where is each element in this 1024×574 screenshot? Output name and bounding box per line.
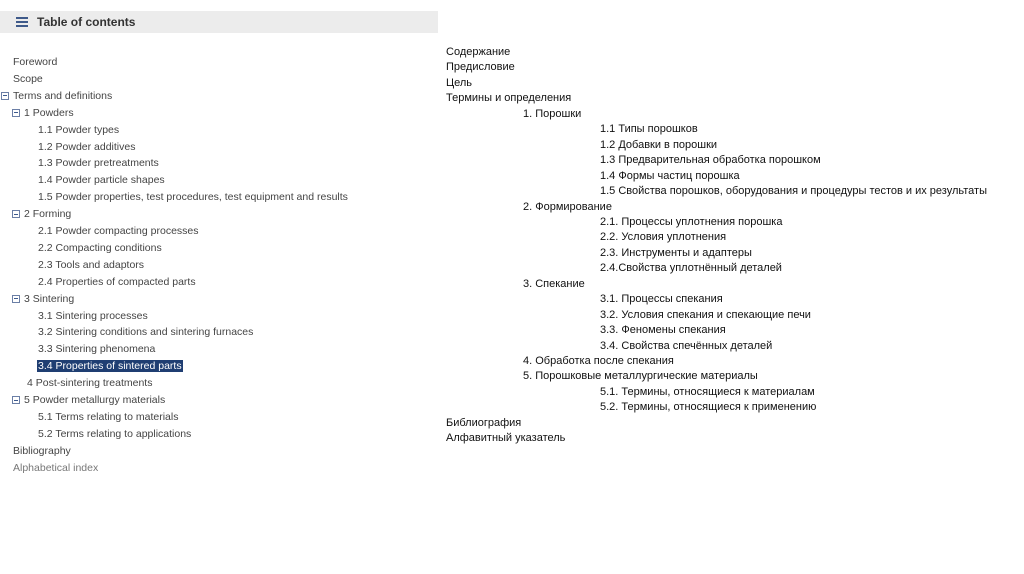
toc-item[interactable] [12, 106, 75, 120]
toc-item[interactable] [37, 427, 192, 441]
toc-item[interactable] [1, 89, 113, 103]
toc-item-label: 3 Sintering [24, 292, 75, 305]
russian-toc-line: 3.4. Свойства спечённых деталей [600, 339, 773, 352]
russian-toc-line: 2.3. Инструменты и адаптеры [600, 246, 752, 259]
toc-item-label: 2.1 Powder compacting processes [38, 225, 199, 237]
russian-toc-line: 1.5 Свойства порошков, оборудования и процедуры тестов и их результаты [600, 185, 988, 198]
toc-item-label: Scope [13, 72, 43, 85]
toc-item-label: 1.5 Powder properties, test procedures, test equipment and results [38, 191, 348, 204]
toc-item-label: 4 Post-sintering treatments [27, 377, 153, 390]
toc-item-label: 1.3 Powder pretreatments [38, 157, 159, 170]
russian-toc-line: Библиография [446, 416, 522, 429]
russian-toc-line: Термины и определения [446, 92, 572, 105]
toc-item-label: 2.2 Compacting conditions [38, 241, 162, 254]
collapse-icon[interactable] [12, 295, 20, 303]
toc-header [0, 11, 438, 33]
russian-toc-line: 3. Спекание [523, 277, 585, 290]
toc-item-label: 3.4 Properties of sintered parts [38, 360, 182, 373]
toc-item-label: 5 Powder metallurgy materials [24, 394, 166, 406]
toc-item[interactable] [37, 190, 349, 204]
toc-item[interactable] [37, 224, 200, 238]
toc-item[interactable] [37, 123, 120, 137]
toc-item-label: 2.3 Tools and adaptors [38, 258, 145, 271]
table-of-contents-panel [0, 11, 438, 474]
toc-item-label: 5.1 Terms relating to materials [38, 410, 179, 423]
russian-toc-line: 5. Порошковые металлургические материалы [523, 370, 758, 383]
russian-toc-line: 2.4.Свойства уплотнённый деталей [600, 262, 782, 275]
russian-toc-line: 3.1. Процессы спекания [600, 293, 723, 306]
list-icon [16, 17, 28, 27]
russian-toc-line: Содержание [446, 46, 511, 58]
toc-item[interactable] [12, 461, 99, 475]
russian-toc-line: 3.2. Условия спекания и спекающие печи [600, 308, 811, 321]
toc-item[interactable] [12, 292, 75, 306]
toc-item-label: 1.4 Powder particle shapes [38, 174, 165, 187]
toc-item-label: Terms and definitions [13, 89, 113, 102]
russian-toc-line: 2.2. Условия уплотнения [600, 231, 727, 244]
russian-toc-line: 2.1. Процессы уплотнения порошка [600, 215, 783, 228]
russian-toc-line: 5.1. Термины, относящиеся к материалам [600, 385, 815, 398]
russian-toc-line: 1.3 Предварительная обработка порошком [600, 154, 821, 167]
toc-item[interactable] [37, 325, 254, 339]
russian-toc-line: Предисловие [446, 61, 515, 74]
toc-title: Table of contents [37, 15, 136, 29]
toc-item[interactable] [37, 359, 183, 373]
toc-item-label: 1.1 Powder types [38, 123, 120, 136]
toc-item-label: 3.2 Sintering conditions and sintering furnaces [38, 326, 254, 339]
toc-item-label: 3.3 Sintering phenomena [38, 343, 156, 356]
toc-item[interactable] [37, 156, 160, 170]
toc-item-label: 5.2 Terms relating to applications [38, 427, 192, 440]
collapse-icon[interactable] [12, 109, 20, 117]
toc-item[interactable] [37, 258, 145, 272]
toc-item[interactable] [12, 393, 166, 407]
russian-toc-line: 2. Формирование [523, 200, 612, 213]
toc-item[interactable] [37, 309, 149, 323]
toc-item-label: 3.1 Sintering processes [38, 309, 148, 322]
collapse-icon[interactable] [12, 210, 20, 218]
toc-item[interactable] [37, 241, 163, 255]
russian-toc-line: 5.2. Термины, относящиеся к применению [600, 401, 817, 414]
russian-toc-line: 1.2 Добавки в порошки [600, 138, 718, 151]
toc-item[interactable] [37, 140, 136, 154]
collapse-icon[interactable] [1, 92, 9, 100]
collapse-icon[interactable] [12, 396, 20, 404]
toc-item[interactable] [37, 342, 156, 356]
russian-toc-line: Цель [446, 76, 473, 89]
toc-item-label: 2.4 Properties of compacted parts [38, 275, 196, 288]
russian-toc-line: Алфавитный указатель [446, 432, 566, 445]
toc-item-label: 1.2 Powder additives [38, 140, 136, 153]
toc-item[interactable] [12, 444, 72, 458]
toc-item[interactable] [12, 207, 72, 221]
toc-item-label: Alphabetical index [13, 461, 99, 474]
toc-item-label: Bibliography [13, 444, 71, 457]
russian-toc-line: 1.1 Типы порошков [600, 123, 698, 136]
toc-item[interactable] [37, 275, 197, 289]
toc-item[interactable] [12, 55, 58, 69]
toc-item[interactable] [12, 72, 44, 86]
toc-item-label: 2 Forming [24, 208, 72, 221]
russian-toc-line: 4. Обработка после спекания [523, 355, 674, 367]
russian-toc-line: 1.4 Формы частиц порошка [600, 169, 740, 182]
russian-toc-line: 1. Порошки [523, 107, 582, 120]
toc-item[interactable] [37, 173, 166, 187]
toc-item[interactable] [26, 376, 153, 390]
toc-item-label: Foreword [13, 56, 58, 68]
toc-item[interactable] [37, 410, 179, 424]
toc-item-label: 1 Powders [24, 106, 74, 119]
russian-toc-line: 3.3. Феномены спекания [600, 324, 726, 337]
